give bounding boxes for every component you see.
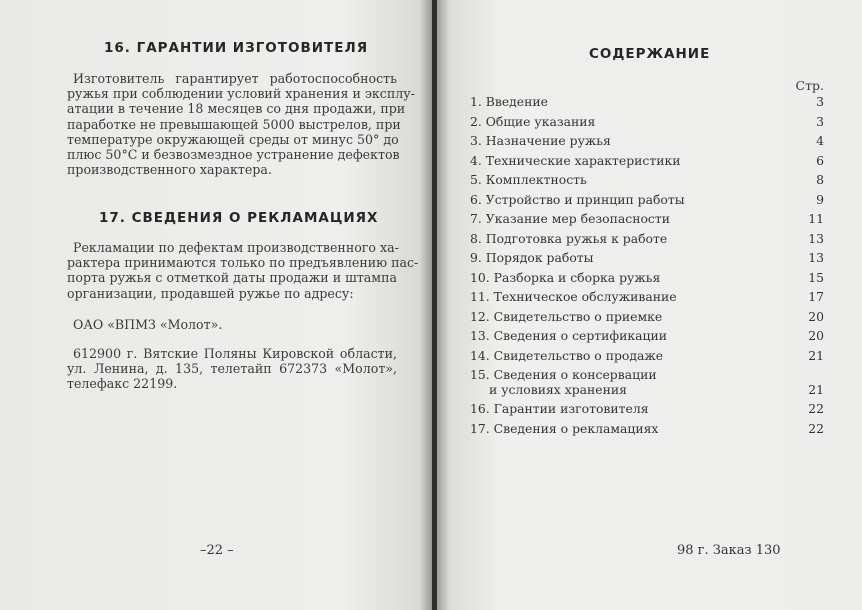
text-line: производственного характера. xyxy=(67,162,272,178)
toc-item-label: 15. Сведения о консервации xyxy=(470,367,657,382)
text-line: 612900 г. Вятские Поляны Кировской области, xyxy=(73,346,397,361)
company-address xyxy=(67,346,397,392)
toc-item-page: 8 xyxy=(816,172,824,187)
print-order-info: 98 г. Заказ 130 xyxy=(677,543,781,558)
toc-item-label: 12. Свидетельство о приемке xyxy=(470,308,663,324)
toc-item-label: 10. Разборка и сборка ружья xyxy=(470,269,661,285)
toc-item-label: 11. Техническое обслуживание xyxy=(470,289,677,304)
text-line: порта ружья с отметкой даты продажи и штампа xyxy=(67,270,397,286)
section-17-title: 17. СВЕДЕНИЯ О РЕКЛАМАЦИЯХ xyxy=(99,210,379,226)
toc-item-label: 6. Устройство и принцип работы xyxy=(470,191,685,207)
text-line: организации, продавшей ружье по адресу: xyxy=(67,285,354,301)
toc-item-page: 4 xyxy=(816,133,824,148)
text-line: рактера принимаются только по предъявлению пас- xyxy=(67,255,419,271)
text-line: ружья при соблюдении условий хранения и эксплу- xyxy=(67,86,415,102)
toc-item-page: 3 xyxy=(816,94,824,109)
toc-item-label: 4. Технические характеристики xyxy=(470,152,681,168)
text-line: Изготовитель гарантирует работоспособность xyxy=(73,71,397,86)
toc-item-page: 11 xyxy=(808,211,824,226)
toc-item-label: 9. Порядок работы xyxy=(470,250,594,265)
company-name xyxy=(73,317,393,332)
text-line: температуре окружающей среды от минус 50° до xyxy=(67,131,399,147)
page-number: –22 – xyxy=(200,543,234,558)
toc-item-label: 13. Сведения о сертификации xyxy=(470,328,667,343)
toc-item-label: 2. Общие указания xyxy=(470,113,596,129)
toc-item-label: 1. Введение xyxy=(470,94,548,109)
contents-title: СОДЕРЖАНИЕ xyxy=(589,46,711,62)
toc-item-label: 3. Назначение ружья xyxy=(470,133,611,148)
toc-item-page: 6 xyxy=(816,152,824,168)
toc-item-label: 5. Комплектность xyxy=(470,172,587,187)
toc-item-page: 21 xyxy=(808,382,824,397)
section-16-title: 16. ГАРАНТИИ ИЗГОТОВИТЕЛЯ xyxy=(104,40,369,56)
toc-item-label: 14. Свидетельство о продаже xyxy=(470,347,664,363)
toc-item-page: 20 xyxy=(808,328,824,343)
text-line: атации в течение 18 месяцев со дня продажи, при xyxy=(67,101,406,117)
toc-item-page: 21 xyxy=(808,347,824,363)
toc-item-label: 17. Сведения о рекламациях xyxy=(470,420,659,436)
toc-item-page: 22 xyxy=(808,401,824,416)
toc-item-page: 20 xyxy=(808,308,824,324)
text-line: ул. Ленина, д. 135, телетайп 672373 «Молот», xyxy=(67,361,397,377)
toc-item-page: 22 xyxy=(808,420,824,436)
toc-item-page: 3 xyxy=(816,113,824,129)
toc-item-page: 13 xyxy=(808,250,824,265)
toc-item-label-continued: и условиях хранения xyxy=(489,382,627,397)
section-17-text xyxy=(67,240,419,301)
text-line: паработке не превышающей 5000 выстрелов, при xyxy=(67,116,401,132)
toc-item-page: 9 xyxy=(816,191,824,207)
toc-item-page: 15 xyxy=(808,269,824,285)
toc-item-page: 13 xyxy=(808,230,824,246)
page-column-header: Стр. xyxy=(795,78,824,93)
section-16-text xyxy=(67,71,415,178)
toc-item-page: 17 xyxy=(808,289,824,304)
toc-item-label: 7. Указание мер безопасности xyxy=(470,211,670,226)
text-line: плюс 50°С и безвозмездное устранение дефектов xyxy=(67,147,400,163)
text-line: ОАО «ВПМЗ «Молот». xyxy=(73,317,223,332)
toc-item-label: 8. Подготовка ружья к работе xyxy=(470,230,668,246)
toc-item-label: 16. Гарантии изготовителя xyxy=(470,401,649,416)
text-line: Рекламации по дефектам производственного ха- xyxy=(73,240,399,255)
text-line: телефакс 22199. xyxy=(67,376,178,392)
